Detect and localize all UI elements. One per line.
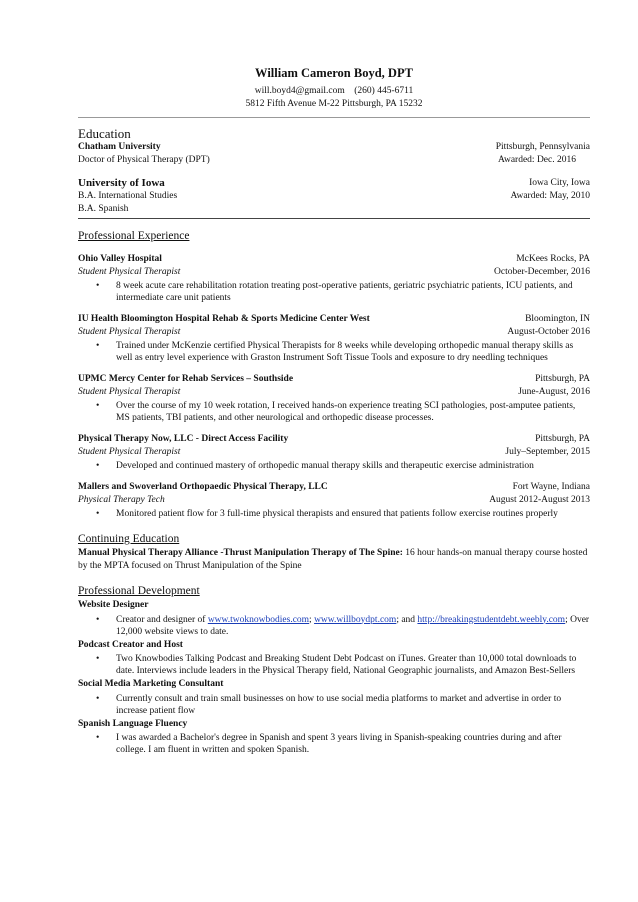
contact-line: will.boyd4@gmail.com (260) 445-6711 [254, 86, 414, 96]
school-row [78, 141, 590, 154]
development-section [78, 584, 590, 756]
awarded-date: Awarded: Dec. 2016 [497, 154, 576, 165]
experience-entry [78, 373, 590, 424]
role: Student Physical Therapist [78, 326, 181, 337]
header-divider [78, 117, 590, 118]
org-name: Mallers and Swoverland Orthopaedic Physical Therapy, LLC [78, 482, 328, 492]
list-item: • I was awarded a Bachelor's degree in Spanish and spent 3 years living in Spanish-speaking countries during and after college. I am fluent in written and spoken Spanish. [96, 733, 562, 755]
address-line: 5812 Fifth Avenue M-22 Pittsburgh, PA 15232 [245, 99, 423, 109]
website-heading: Website Designer [78, 600, 149, 610]
list-item: • Monitored patient flow for 3 full-time physical therapists and ensured that patients follow exercise routines properly [96, 509, 558, 519]
school-name: University of Iowa [78, 177, 165, 189]
list-item: • Over the course of my 10 week rotation, I received hands-on experience treating SCI pathologies, post-amputee patients, MS patients, TBI patients, and other neurological and orthopedic disease processes. [96, 401, 576, 423]
org-name: UPMC Mercy Center for Rehab Services – Southside [78, 374, 294, 384]
bullet-icon: • [96, 693, 100, 704]
list-item: • 8 week acute care rehabilitation rotation treating post-operative patients, geriatric psychiatric patients, ICU patients, and intermediate care unit patients [96, 281, 573, 303]
list-item: • Trained under McKenzie certified Physical Therapists for 8 weeks while developing orthopedic manual therapy skills as well as entry level experience with Graston Instrument Soft Tissue Tools and exposure to dry needling techniques [96, 341, 574, 363]
list-item: • Currently consult and train small businesses on how to use social media platforms to market and advertise in order to increase patient flow [96, 693, 562, 716]
website-link-willboydpt[interactable]: www.willboydpt.com [314, 614, 397, 625]
continuing-education-text: Manual Physical Therapy Alliance -Thrust Manipulation Therapy of The Spine: 16 hour hands-on manual therapy course hosted by the MPTA focused on Thrust Manipulation of the Spine [78, 548, 588, 571]
bullet-icon: • [96, 614, 100, 625]
school-row [78, 176, 590, 190]
bullet-icon: • [96, 281, 100, 291]
degree-extra: B.A. Spanish [78, 203, 129, 214]
experience-entry [78, 313, 590, 364]
website-link-breakingstudentdebt[interactable]: http://breakingstudentdebt.weebly.com [417, 614, 566, 625]
bullet-icon: • [96, 341, 100, 351]
education-title: Education [78, 126, 131, 141]
degree: B.A. International Studies [78, 191, 178, 201]
org-name: Ohio Valley Hospital [78, 254, 162, 264]
school-location: Pittsburgh, Pennsylvania [495, 142, 590, 152]
bullet-icon: • [96, 461, 100, 471]
experience-title: Professional Experience [78, 230, 190, 242]
dates: July–September, 2015 [505, 446, 590, 457]
org-location: Pittsburgh, PA [535, 374, 590, 384]
website-link-twoknowbodies[interactable]: www.twoknowbodies.com [207, 614, 310, 625]
role: Student Physical Therapist [78, 446, 181, 457]
experience-entry [78, 253, 590, 304]
role: Student Physical Therapist [78, 266, 181, 277]
education-divider [78, 218, 590, 219]
role: Physical Therapy Tech [78, 494, 165, 505]
dates: October-December, 2016 [494, 266, 590, 277]
org-name: Physical Therapy Now, LLC - Direct Access Facility [78, 434, 289, 444]
spanish-heading: Spanish Language Fluency [78, 718, 188, 729]
dates: August 2012-August 2013 [489, 494, 590, 505]
org-location: Bloomington, IN [525, 314, 590, 324]
degree: Doctor of Physical Therapy (DPT) [78, 154, 210, 165]
org-location: McKees Rocks, PA [516, 254, 590, 264]
development-title: Professional Development [78, 585, 200, 597]
experience-section [78, 229, 590, 520]
bullet-icon: • [96, 509, 100, 519]
bullet-icon: • [96, 733, 100, 743]
dates: June-August, 2016 [518, 386, 590, 397]
list-item: • Two Knowbodies Talking Podcast and Breaking Student Debt Podcast on iTunes. Greater than 10,000 total downloads to date. Interviews include leaders in the Physical Therapy field, National Geographic journalists, and Amazon Best-Sellers [96, 654, 577, 676]
list-item: • Creator and designer of www.twoknowbodies.com; www.willboydpt.com; and http://breakingstudentdebt.weebly.com; Over 12,000 website views to date. [96, 614, 590, 637]
org-name: IU Health Bloomington Hospital Rehab & Sports Medicine Center West [78, 314, 370, 324]
degree-row [78, 190, 590, 203]
social-media-heading: Social Media Marketing Consultant [78, 679, 224, 689]
continuing-education-title: Continuing Education [78, 533, 180, 545]
org-location: Fort Wayne, Indiana [512, 482, 590, 492]
podcast-heading: Podcast Creator and Host [78, 639, 183, 650]
continuing-education-section [78, 532, 590, 572]
resume-header [78, 66, 590, 111]
awarded-date: Awarded: May, 2010 [510, 191, 590, 201]
education-section [78, 126, 590, 215]
school-location: Iowa City, Iowa [529, 178, 590, 188]
list-item: • Developed and continued mastery of orthopedic manual therapy skills and therapeutic exercise administration [96, 461, 534, 471]
role: Student Physical Therapist [78, 386, 181, 397]
bullet-icon: • [96, 654, 100, 664]
org-location: Pittsburgh, PA [535, 434, 590, 444]
candidate-name: William Cameron Boyd, DPT [255, 66, 413, 80]
degree-row [78, 154, 590, 167]
school-name: Chatham University [78, 142, 161, 152]
dates: August-October 2016 [507, 326, 590, 337]
bullet-icon: • [96, 401, 100, 411]
experience-entry [78, 433, 590, 472]
experience-entry [78, 481, 590, 520]
